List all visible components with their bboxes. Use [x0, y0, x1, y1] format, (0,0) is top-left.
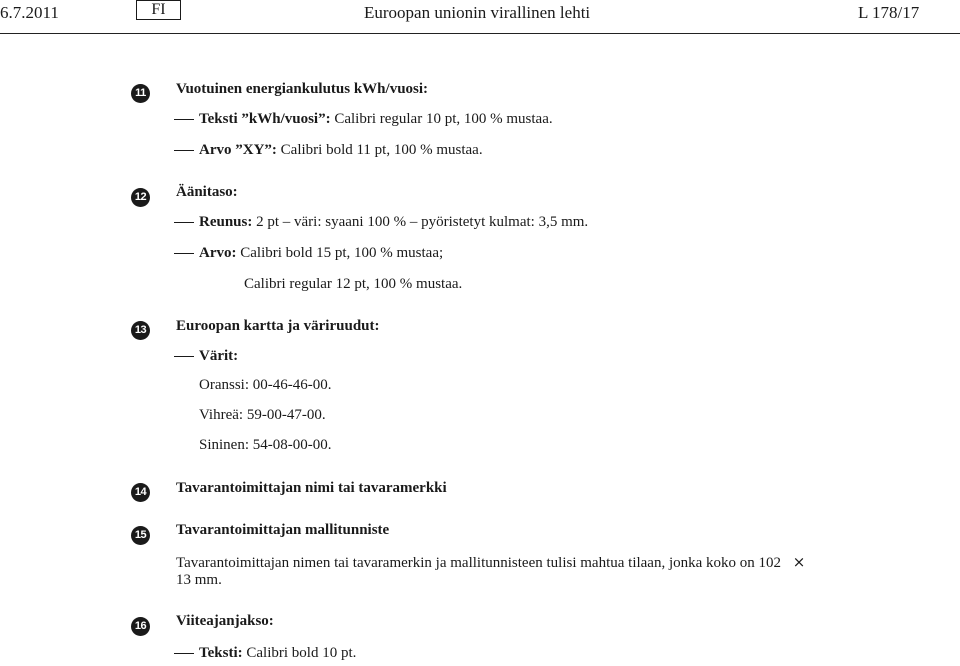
spec-line: Reunus: 2 pt – väri: syaani 100 % – pyöristetyt kulmat: 3,5 mm.	[199, 214, 589, 230]
dash-bullet	[174, 119, 194, 120]
spec-line: Arvo: Calibri bold 15 pt, 100 % mustaa;	[199, 245, 444, 261]
color-value: Oranssi: 00-46-46-00.	[199, 377, 332, 393]
body-text: 13 mm.	[176, 572, 222, 588]
section-title: Euroopan kartta ja väriruudut:	[176, 318, 380, 334]
journal-title: Euroopan unionin virallinen lehti	[364, 3, 591, 22]
spec-line-continuation: Calibri regular 12 pt, 100 % mustaa.	[244, 276, 463, 292]
color-value: Vihreä: 59-00-47-00.	[199, 407, 326, 423]
section-title: Viiteajanjakso:	[176, 613, 274, 629]
section-number-badge: 12	[131, 188, 150, 207]
header-rule	[0, 33, 960, 34]
section-number-badge: 15	[131, 526, 150, 545]
section-number-badge: 11	[131, 84, 150, 103]
dash-bullet	[174, 356, 194, 357]
section-title: Äänitaso:	[176, 184, 238, 200]
dash-bullet	[174, 150, 194, 151]
spec-line: Teksti: Calibri bold 10 pt.	[199, 645, 357, 661]
section-title: Tavarantoimittajan mallitunniste	[176, 522, 390, 538]
section-number-badge: 13	[131, 321, 150, 340]
language-code-box: FI	[136, 0, 181, 20]
page-reference: L 178/17	[858, 3, 920, 22]
section-number-badge: 14	[131, 483, 150, 502]
spec-line: Värit:	[199, 348, 239, 364]
spec-line: Teksti ”kWh/vuosi”: Calibri regular 10 pt, 100 % mustaa.	[199, 111, 553, 127]
spec-line: Arvo ”XY”: Calibri bold 11 pt, 100 % mustaa.	[199, 142, 483, 158]
body-text: Tavarantoimittajan nimen tai tavaramerkin ja mallitunnisteen tulisi mahtua tilaan, jonka koko on 102 ×	[176, 553, 806, 571]
section-title: Vuotuinen energiankulutus kWh/vuosi:	[176, 81, 429, 97]
dash-bullet	[174, 222, 194, 223]
times-sign: ×	[792, 553, 806, 571]
header-date: 6.7.2011	[0, 3, 59, 22]
section-number-badge: 16	[131, 617, 150, 636]
dash-bullet	[174, 253, 194, 254]
dash-bullet	[174, 653, 194, 654]
color-value: Sininen: 54-08-00-00.	[199, 437, 332, 453]
section-title: Tavarantoimittajan nimi tai tavaramerkki	[176, 480, 447, 496]
